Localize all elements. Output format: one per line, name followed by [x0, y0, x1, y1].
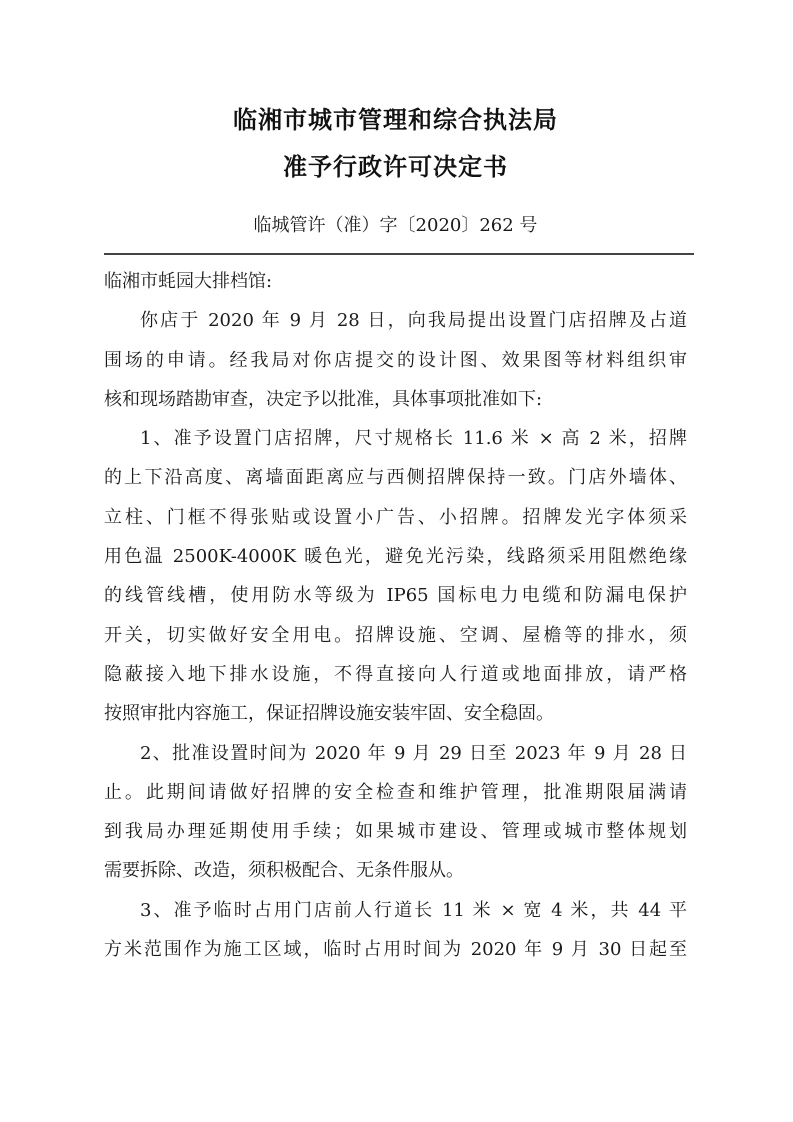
paragraph-line: 3、准予临时占用门店前人行道长 11 米 × 宽 4 米，共 44 平	[140, 899, 687, 921]
paragraph-line: 围场的申请。经我局对你店提交的设计图、效果图等材料组织审	[104, 349, 687, 371]
paragraph-line: 到我局办理延期使用手续；如果城市建设、管理或城市整体规划	[104, 821, 687, 843]
paragraph-line: 的上下沿高度、离墙面距离应与西侧招牌保持一致。门店外墙体、	[104, 467, 687, 489]
header-divider	[104, 253, 694, 255]
paragraph-line: 1、准予设置门店招牌，尺寸规格长 11.6 米 × 高 2 米，招牌	[140, 428, 687, 450]
paragraph-line: 开关，切实做好安全用电。招牌设施、空调、屋檐等的排水，须	[104, 624, 687, 646]
document-number: 临城管许（准）字〔2020〕262 号	[253, 215, 538, 236]
paragraph-line: 止。此期间请做好招牌的安全检查和维护管理，批准期限届满请	[104, 781, 687, 803]
paragraph-line: 你店于 2020 年 9 月 28 日，向我局提出设置门店招牌及占道	[140, 310, 687, 332]
paragraph-line: 用色温 2500K-4000K 暖色光，避免光污染，线路须采用阻燃绝缘	[104, 546, 687, 568]
addressee: 临湘市蚝园大排档馆:	[104, 271, 273, 292]
paragraph-line: 隐蔽接入地下排水设施，不得直接向人行道或地面排放，请严格	[104, 663, 687, 685]
paragraph-line: 立柱、门框不得张贴或设置小广告、小招牌。招牌发光字体须采	[104, 506, 687, 528]
paragraph-line: 方米范围作为施工区域，临时占用时间为 2020 年 9 月 30 日起至	[104, 939, 687, 961]
paragraph-line: 核和现场踏勘审查，决定予以批准，具体事项批准如下:	[104, 388, 543, 410]
paragraph-line: 的线管线槽，使用防水等级为 IP65 国标电力电缆和防漏电保护	[104, 585, 687, 607]
paragraph-line: 2、批准设置时间为 2020 年 9 月 29 日至 2023 年 9 月 28 日	[140, 742, 687, 764]
paragraph-line: 需要拆除、改造，须积极配合、无条件服从。	[104, 860, 464, 882]
paragraph-line: 按照审批内容施工，保证招牌设施安装牢固、安全稳固。	[104, 703, 554, 725]
document-title-line1: 临湘市城市管理和综合执法局	[233, 106, 558, 134]
document-body	[104, 262, 687, 969]
document-title-line2: 准予行政许可决定书	[283, 153, 508, 181]
